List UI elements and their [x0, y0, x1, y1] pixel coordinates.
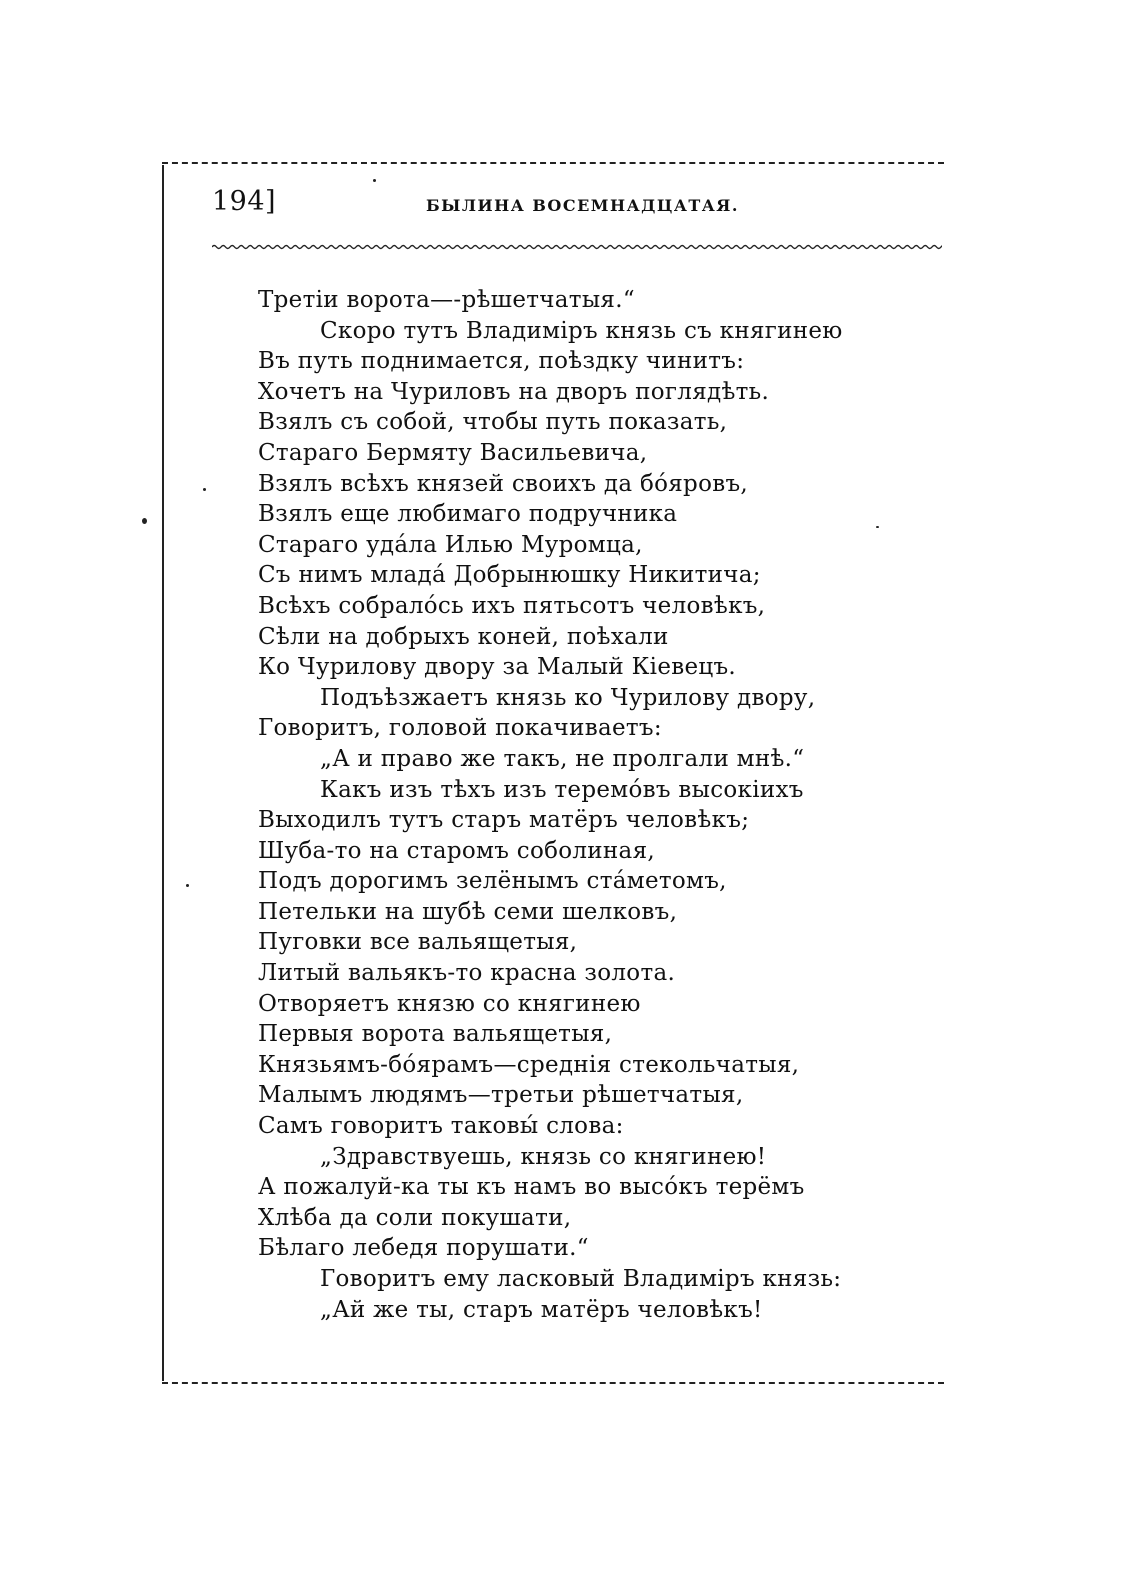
verse-line: Съ нимъ младá Добрынюшку Никитича; — [258, 562, 761, 589]
bottom-border-rule — [162, 1382, 944, 1384]
verse-line: „Здравствуешь, князь со княгинею! — [320, 1143, 767, 1170]
verse-line: Пуговки все вальящетыя, — [258, 929, 578, 956]
verse-line: Самъ говоритъ таковы́ слова: — [258, 1113, 624, 1140]
print-speck — [876, 526, 879, 528]
verse-line: Князьямъ-бóярамъ—среднiя стекольчатыя, — [258, 1051, 800, 1078]
verse-line: Подъ дорогимъ зелёнымъ стáметомъ, — [258, 868, 727, 895]
page-header — [212, 186, 942, 226]
verse-line: Отворяетъ князю со княгинею — [258, 990, 641, 1017]
print-speck — [186, 884, 189, 887]
wavy-separator-rule — [212, 240, 942, 254]
print-speck — [373, 179, 376, 182]
verse-line: Литый вальякъ-то красна золота. — [258, 960, 676, 987]
poem-text — [258, 285, 898, 1325]
page-number: 194] — [212, 186, 277, 217]
verse-line: Ко Чурилову двору за Малый Кiевецъ. — [258, 654, 737, 681]
verse-line: „А и право же такъ, не пролгали мнѣ.“ — [320, 745, 805, 772]
verse-line: Стараго Бермяту Васильевича, — [258, 439, 648, 466]
verse-line: Взялъ всѣхъ князей своихъ да бóяровъ, — [258, 470, 749, 497]
running-title: БЫЛИНА ВОСЕМНАДЦАТАЯ. — [426, 196, 739, 215]
print-speck — [203, 488, 206, 491]
verse-line: Стараго удáла Илью Муромца, — [258, 531, 643, 558]
verse-line: Какъ изъ тѣхъ изъ теремóвъ высокiихъ — [320, 776, 804, 803]
left-border-rule — [162, 165, 164, 1381]
verse-line: Взялъ еще любимаго подручника — [258, 501, 678, 528]
verse-line: Первыя ворота вальящетыя, — [258, 1021, 613, 1048]
verse-line: „Ай же ты, старъ матёръ человѣкъ! — [320, 1296, 763, 1323]
verse-line: Хлѣба да соли покушати, — [258, 1204, 572, 1231]
verse-line: Выходилъ тутъ старъ матёръ человѣкъ; — [258, 807, 750, 834]
verse-line: Въ путь поднимается, поѣздку чинитъ: — [258, 348, 745, 375]
verse-line: Скоро тутъ Владимiръ князь съ княгинею — [320, 317, 843, 344]
verse-line: Всѣхъ собралóсь ихъ пятьсотъ человѣкъ, — [258, 592, 766, 619]
verse-line: Бѣлаго лебедя порушати.“ — [258, 1235, 589, 1262]
verse-line: Подъѣзжаетъ князь ко Чурилову двору, — [320, 684, 816, 711]
verse-line: Сѣли на добрыхъ коней, поѣхали — [258, 623, 669, 650]
verse-line: Петельки на шубѣ семи шелковъ, — [258, 898, 678, 925]
verse-line: А пожалуй-ка ты къ намъ во высóкъ терёмъ — [258, 1174, 805, 1201]
top-border-rule — [162, 162, 944, 164]
verse-line: Малымъ людямъ—третьи рѣшетчатыя, — [258, 1082, 744, 1109]
verse-line: Взялъ съ собой, чтобы путь показать, — [258, 409, 728, 436]
verse-line: Третiи ворота—-рѣшетчатыя.“ — [258, 287, 635, 313]
verse-line: Шуба-то на старомъ соболиная, — [258, 837, 655, 864]
verse-line: Говоритъ, головой покачиваетъ: — [258, 715, 662, 742]
verse-line: Говоритъ ему ласковый Владимiръ князь: — [320, 1266, 842, 1292]
verse-line: Хочетъ на Чуриловъ на дворъ поглядѣть. — [258, 378, 770, 405]
print-speck — [142, 518, 147, 524]
